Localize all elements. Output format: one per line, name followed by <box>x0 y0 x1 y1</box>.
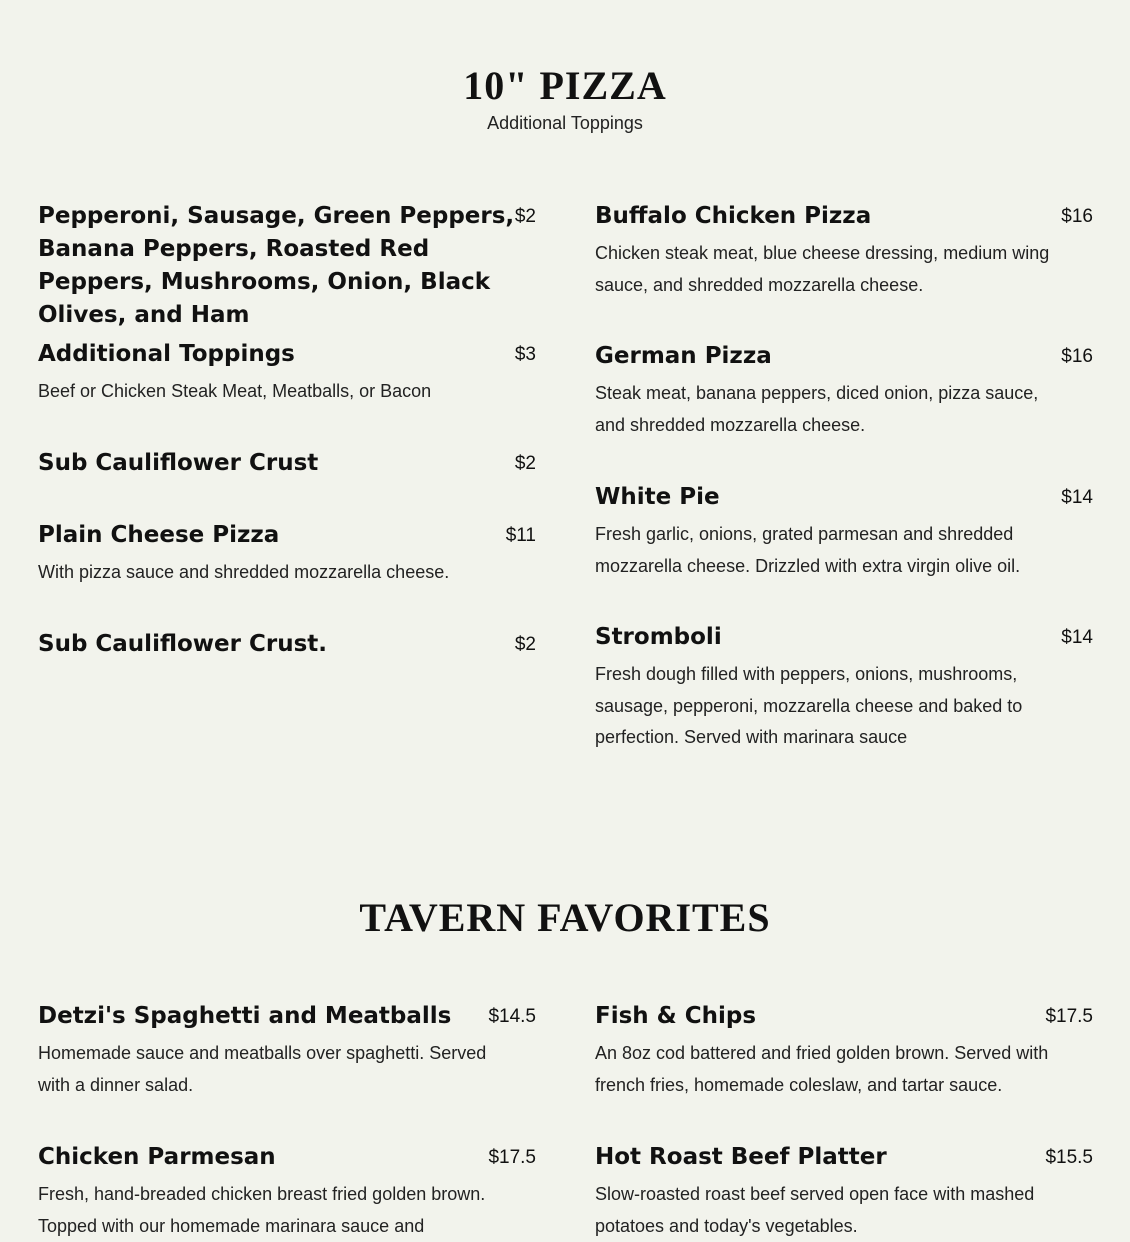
menu-item <box>595 621 1093 754</box>
menu-item <box>595 481 1093 582</box>
item-name: Additional Toppings <box>38 341 295 367</box>
menu-item <box>38 1141 536 1242</box>
item-name: Chicken Parmesan <box>38 1144 276 1170</box>
item-price: $16 <box>1061 346 1093 367</box>
item-name: Hot Roast Beef Platter <box>595 1144 887 1170</box>
item-name: White Pie <box>595 484 720 510</box>
item-price: $16 <box>1061 206 1093 227</box>
item-name: Stromboli <box>595 624 722 650</box>
item-name: Plain Cheese Pizza <box>38 522 280 548</box>
item-price: $3 <box>514 344 536 365</box>
item-description: Chicken steak meat, blue cheese dressing, medium wing sauce, and shredded mozzarella cheese. <box>595 243 1050 295</box>
item-price: $11 <box>505 525 536 546</box>
item-price: $14.5 <box>488 1006 536 1027</box>
item-price: $2 <box>514 453 536 474</box>
tavern-section-title: TAVERN FAVORITES <box>359 895 771 940</box>
item-description: Homemade sauce and meatballs over spaghetti. Served with a dinner salad. <box>38 1043 487 1095</box>
item-name: Sub Cauliflower Crust <box>38 450 319 476</box>
item-name: German Pizza <box>595 343 772 369</box>
item-description: Slow-roasted roast beef served open face with mashed potatoes and today's vegetables. <box>595 1184 1035 1236</box>
menu-item <box>595 340 1093 441</box>
item-description: Fresh, hand-breaded chicken breast fried golden brown. Topped with our homemade marinara sauce and <box>38 1184 486 1236</box>
pizza-section-subtitle: Additional Toppings <box>487 113 643 133</box>
menu-item <box>38 1000 536 1101</box>
item-price: $14 <box>1061 487 1093 508</box>
item-name: Buffalo Chicken Pizza <box>595 203 872 229</box>
item-price: $14 <box>1061 627 1093 648</box>
item-description: With pizza sauce and shredded mozzarella cheese. <box>38 562 450 582</box>
item-price: $2 <box>514 206 536 227</box>
item-name: Pepperoni, Sausage, Green Peppers, Banana Peppers, Roasted Red Peppers, Mushrooms, Onion, Black Olives, and Ham <box>38 203 515 328</box>
item-name: Fish & Chips <box>595 1003 757 1029</box>
menu-item <box>38 519 536 589</box>
item-name: Detzi's Spaghetti and Meatballs <box>38 1003 452 1029</box>
menu-item <box>38 200 536 332</box>
pizza-section-title: 10" PIZZA <box>463 63 667 108</box>
item-price: $17.5 <box>488 1147 536 1168</box>
menu-item <box>595 1000 1093 1101</box>
item-price: $2 <box>514 634 536 655</box>
item-description: An 8oz cod battered and fried golden brown. Served with french fries, homemade coleslaw, and tartar sauce. <box>595 1043 1049 1095</box>
item-description: Fresh garlic, onions, grated parmesan and shredded mozzarella cheese. Drizzled with extra virgin olive oil. <box>595 524 1021 576</box>
menu-item <box>38 628 536 661</box>
menu-item <box>38 338 536 408</box>
item-description: Beef or Chicken Steak Meat, Meatballs, or Bacon <box>38 381 432 401</box>
menu-item <box>38 447 536 480</box>
item-price: $17.5 <box>1045 1006 1093 1027</box>
item-description: Fresh dough filled with peppers, onions, mushrooms, sausage, pepperoni, mozzarella cheese and baked to perfection. Served with marinara sauce <box>595 664 1023 747</box>
menu-item <box>595 1141 1093 1242</box>
item-description: Steak meat, banana peppers, diced onion, pizza sauce, and shredded mozzarella cheese. <box>595 383 1039 435</box>
menu-item <box>595 200 1093 301</box>
item-price: $15.5 <box>1045 1147 1093 1168</box>
item-name: Sub Cauliflower Crust. <box>38 631 328 657</box>
